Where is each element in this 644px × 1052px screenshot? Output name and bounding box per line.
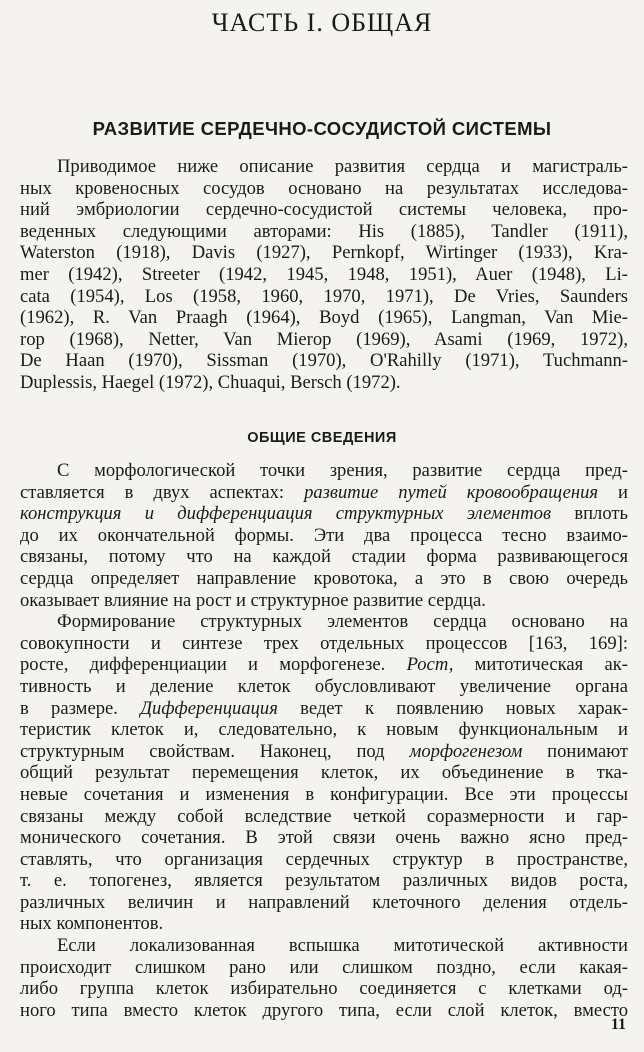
italic-term: Дифференциация <box>140 697 278 719</box>
text-line <box>20 482 628 504</box>
text-line: ний эмбриологии сердечно-сосудистой системы человека, про- <box>20 199 628 221</box>
text-line: De Haan (1970), Sissman (1970), O'Rahilly (1971), Tuchmann- <box>20 350 628 372</box>
italic-term: развитие путей кровообращения <box>304 481 599 503</box>
text-line: сердца определяет направление кровотока, а это в свою очередь <box>20 567 628 589</box>
italic-term: конструкция и дифференциация структурных элементов <box>20 503 552 525</box>
text-run: структурным свойствам. Наконец, под <box>20 740 410 762</box>
text-line <box>20 503 628 525</box>
text-run: вплоть <box>551 503 628 525</box>
text-line: ных компонентов. <box>20 913 164 935</box>
text-run: и <box>598 481 628 503</box>
text-run: митотическая ак- <box>453 654 628 676</box>
text-line: mer (1942), Streeter (1942, 1945, 1948, 1951), Auer (1948), Li- <box>20 263 628 285</box>
text-line: ставлять, что организация сердечных структур в пространстве, <box>20 848 628 870</box>
text-line: происходит слишком рано или слишком поздно, если какая- <box>20 956 628 978</box>
section-title: ОБЩИЕ СВЕДЕНИЯ <box>247 430 397 446</box>
body-text <box>20 460 628 1021</box>
text-line: до их окончательной формы. Эти два процесса тесно взаимо- <box>20 524 628 546</box>
text-line <box>20 741 628 763</box>
italic-term: морфогенезом <box>409 740 523 762</box>
text-line: невые сочетания и изменения в конфигурации. Все эти процессы <box>20 783 628 805</box>
text-line: Если локализованная вспышка митотической активности <box>57 935 628 957</box>
text-line: ного типа вместо клеток другого типа, если слой клеток, вместо <box>20 999 628 1021</box>
text-line: монического сочетания. В этой связи очень важно ясно пред- <box>20 827 628 849</box>
text-line: либо группа клеток избирательно соединяется с клетками од- <box>20 978 628 1000</box>
text-line: различных величин и направлений клеточного деления отдель- <box>20 891 628 913</box>
text-line: тивность и деление клеток обусловливают увеличение органа <box>20 675 628 697</box>
text-run: ведет к появлению новых харак- <box>277 697 628 719</box>
text-line: Формирование структурных элементов сердца основано на <box>57 611 628 633</box>
page-number: 11 <box>610 1016 626 1033</box>
text-line: общий результат перемещения клеток, их объединение в тка- <box>20 762 628 784</box>
chapter-title: РАЗВИТИЕ СЕРДЕЧНО-СОСУДИСТОЙ СИСТЕМЫ <box>92 118 552 139</box>
italic-term: Рост, <box>406 654 454 676</box>
intro-paragraph <box>20 156 628 394</box>
text-line: (1962), R. Van Praagh (1964), Boyd (1965), Langman, Van Mie- <box>20 307 628 329</box>
text-line: т. е. топогенез, является результатом различных видов роста, <box>20 870 628 892</box>
text-run: в размере. <box>20 697 141 719</box>
text-run: понимают <box>522 740 628 762</box>
text-line: Waterston (1918), Davis (1927), Pernkopf, Wirtinger (1933), Kra- <box>20 242 628 264</box>
text-line: связаны между собой вследствие четкой соразмерности и гар- <box>20 805 628 827</box>
text-run: ставляется в двух аспектах: <box>20 481 305 503</box>
text-line: связаны, потому что на каждой стадии форма развивающегося <box>20 546 628 568</box>
text-line <box>20 698 628 720</box>
part-title: ЧАСТЬ I. ОБЩАЯ <box>211 8 433 37</box>
text-line: ных кровеносных сосудов основано на результатах исследова- <box>20 177 628 199</box>
text-line: Duplessis, Haegel (1972), Chuaqui, Bersch (1972). <box>20 371 401 393</box>
text-run: росте, дифференциации и морфогенезе. <box>20 654 407 676</box>
text-line: теристик клеток и, следовательно, к новым функциональным и <box>20 719 628 741</box>
text-line: С морфологической точки зрения, развитие сердца пред- <box>57 460 628 481</box>
text-line: совокупности и синтезе трех отдельных процессов [163, 169]: <box>20 632 628 654</box>
text-line: rop (1968), Netter, Van Mierop (1969), Asami (1969, 1972), <box>20 328 628 350</box>
text-line: веденных следующими авторами: His (1885), Tandler (1911), <box>20 220 628 242</box>
text-line: оказывает влияние на рост и структурное развитие сердца. <box>20 589 486 611</box>
text-line: cata (1954), Los (1958, 1960, 1970, 1971), De Vries, Saunders <box>20 285 628 307</box>
text-line: Приводимое ниже описание развития сердца и магистраль- <box>57 156 628 177</box>
text-line <box>20 654 628 676</box>
